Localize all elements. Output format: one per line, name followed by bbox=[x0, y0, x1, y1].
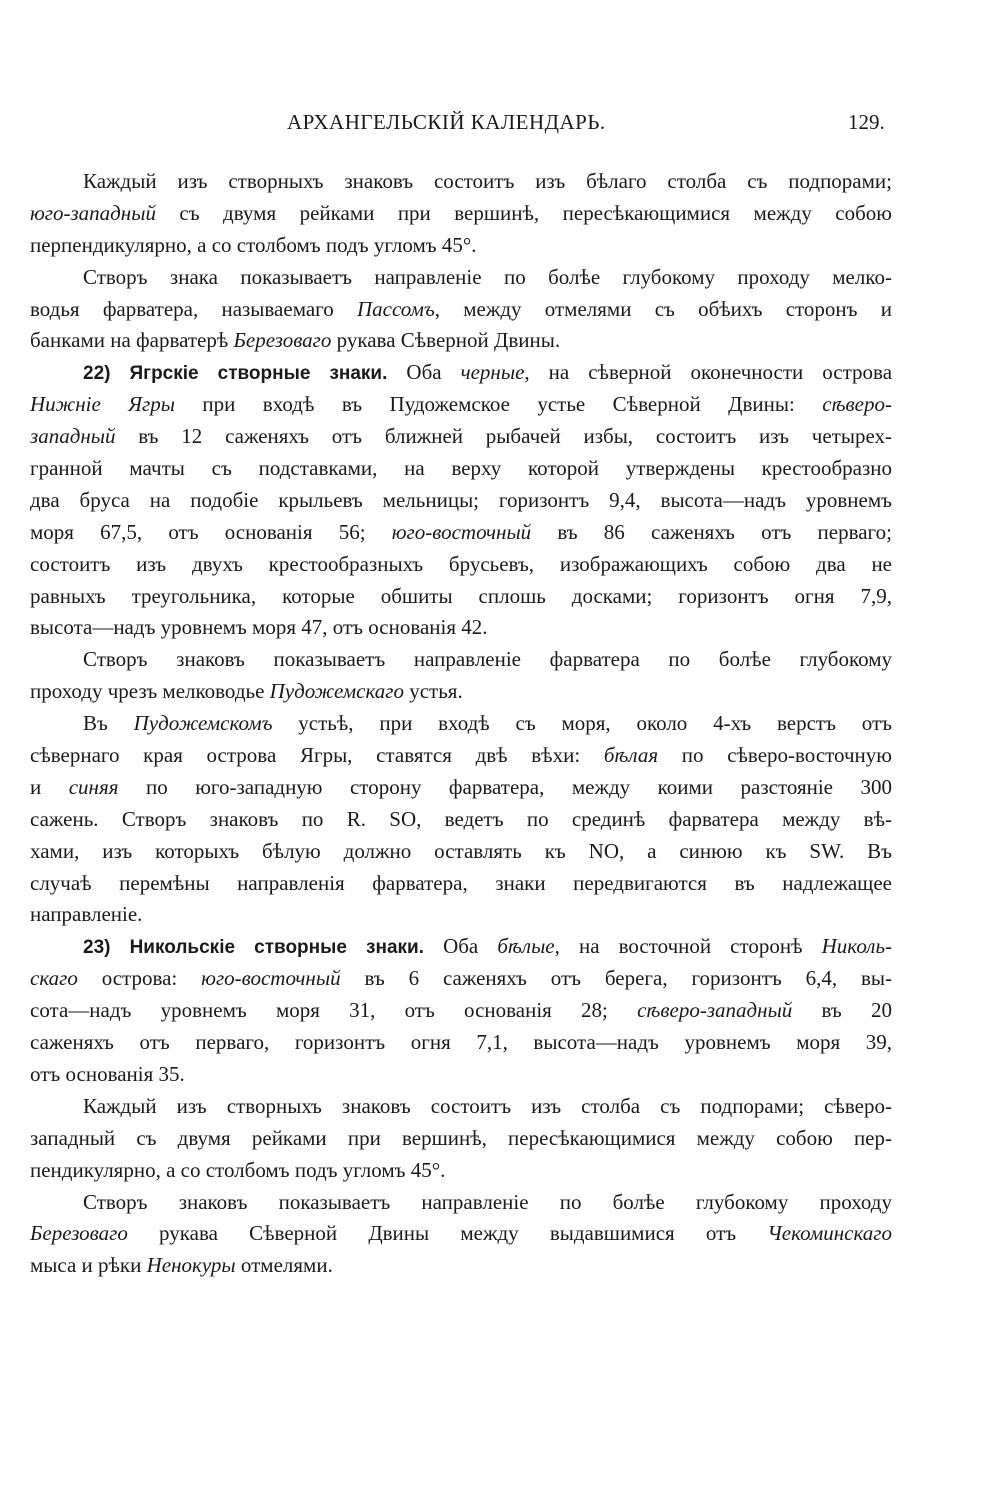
text-line bbox=[30, 517, 892, 549]
text-line bbox=[30, 262, 892, 294]
text-run: устьѣ, при входѣ съ моря, около 4-хъ верстъ отъ bbox=[272, 711, 892, 736]
page-header bbox=[0, 110, 1000, 140]
italic-term: юго-западный bbox=[30, 200, 156, 225]
text-run: высота—надъ уровнемъ моря 47, отъ основанія 42. bbox=[30, 615, 488, 640]
text-run: по юго-западную сторону фарватера, между коими разстояніе 300 bbox=[118, 774, 892, 799]
text-line bbox=[30, 485, 892, 517]
text-line bbox=[30, 230, 892, 262]
text-line bbox=[30, 868, 892, 900]
text-run: , между отмелями съ обѣихъ сторонъ и bbox=[434, 296, 892, 321]
text-run: сажень. Створъ знаковъ по R. SO, ведетъ по срединѣ фарватера между вѣ- bbox=[30, 806, 892, 831]
italic-term: Пудожемскомъ bbox=[133, 711, 273, 736]
text-line bbox=[30, 804, 892, 836]
page-number: 129. bbox=[848, 110, 885, 134]
text-line bbox=[30, 963, 892, 995]
text-run: рукава Сѣверной Двины. bbox=[331, 328, 561, 353]
text-line bbox=[30, 772, 892, 804]
text-run: въ 20 bbox=[792, 998, 892, 1023]
text-run: Створъ знаковъ показываетъ направленіе фарватера по болѣе глубокому bbox=[83, 647, 892, 672]
italic-term: Ненокуры bbox=[146, 1253, 236, 1278]
text-line bbox=[30, 644, 892, 676]
text-line bbox=[30, 421, 892, 453]
text-run: проходу чрезъ мелководье bbox=[30, 679, 270, 704]
italic-term: сѣверо- bbox=[822, 392, 892, 417]
text-run: перпендикулярно, а со столбомъ подъ угломъ 45°. bbox=[30, 232, 477, 257]
text-run: водья фарватера, называемаго bbox=[30, 296, 357, 321]
italic-term: бѣлая bbox=[603, 743, 659, 768]
italic-term: западный bbox=[30, 424, 116, 449]
text-run: Створъ знаковъ показываетъ направленіе по болѣе глубокому проходу bbox=[83, 1189, 892, 1214]
paragraph bbox=[30, 708, 892, 931]
text-run: направленіе. bbox=[30, 902, 143, 927]
text-run: мыса и рѣки bbox=[30, 1253, 147, 1278]
italic-term: юго-восточный bbox=[391, 519, 532, 544]
text-run: въ 6 саженяхъ отъ берега, горизонтъ 6,4, вы- bbox=[340, 966, 892, 991]
section-heading: 22) Ягрскіе створные знаки. bbox=[83, 363, 388, 385]
text-run: острова: bbox=[77, 966, 202, 991]
italic-term: сѣверо-западный bbox=[637, 998, 793, 1023]
text-line bbox=[30, 389, 892, 421]
text-run: банками на фарватерѣ bbox=[30, 328, 234, 353]
italic-term: черные bbox=[460, 360, 525, 385]
text-run: состоитъ изъ двухъ крестообразныхъ брусьевъ, изображающихъ собою два не bbox=[30, 551, 892, 576]
text-run: по сѣверо-восточную bbox=[658, 743, 892, 768]
text-run: Оба bbox=[424, 934, 498, 959]
text-run: въ 12 саженяхъ отъ ближней рыбачей избы, состоитъ изъ четырех- bbox=[115, 424, 892, 449]
text-run: хами, изъ которыхъ бѣлую должно оставлять къ NO, а синюю къ SW. Въ bbox=[30, 838, 892, 863]
text-run: сѣвернаго края острова Ягры, ставятся двѣ вѣхи: bbox=[30, 743, 604, 768]
text-run: Въ bbox=[83, 711, 134, 736]
text-run: равныхъ треугольника, которые обшиты сплошь досками; горизонтъ огня 7,9, bbox=[30, 583, 892, 608]
italic-term: Пудожемскаго bbox=[269, 679, 404, 704]
text-run: и bbox=[30, 774, 69, 799]
text-run: въ 86 саженяхъ отъ перваго; bbox=[531, 519, 892, 544]
paragraph bbox=[30, 644, 892, 708]
text-run: , на восточной сторонѣ bbox=[554, 934, 822, 959]
italic-term: скаго bbox=[30, 966, 78, 991]
italic-term: юго-восточный bbox=[201, 966, 341, 991]
text-run: гранной мачты съ подставками, на верху которой утверждены крестообразно bbox=[30, 456, 892, 481]
text-line bbox=[30, 1123, 892, 1155]
text-line bbox=[30, 899, 892, 931]
italic-term: Чекоминскаго bbox=[767, 1221, 892, 1246]
text-line bbox=[30, 294, 892, 326]
italic-term: синяя bbox=[68, 774, 119, 799]
italic-term: Березоваго bbox=[30, 1221, 128, 1246]
running-title: АРХАНГЕЛЬСКІЙ КАЛЕНДАРЬ. bbox=[287, 110, 606, 134]
text-line bbox=[30, 931, 892, 963]
text-line bbox=[30, 1027, 892, 1059]
text-line bbox=[30, 198, 892, 230]
text-run: Каждый изъ створныхъ знаковъ состоитъ изъ столба съ подпорами; сѣверо- bbox=[83, 1093, 892, 1118]
text-line bbox=[30, 612, 892, 644]
text-line bbox=[30, 1187, 892, 1219]
text-run: случаѣ перемѣны направленія фарватера, знаки передвигаются въ надлежащее bbox=[30, 870, 892, 895]
text-run: Створъ знака показываетъ направленіе по болѣе глубокому проходу мелко- bbox=[83, 264, 892, 289]
text-run: при входѣ въ Пудожемское устье Сѣверной Двины: bbox=[174, 392, 823, 417]
text-line bbox=[30, 1155, 892, 1187]
text-run: отъ основанія 35. bbox=[30, 1061, 185, 1086]
text-run: отмелями. bbox=[235, 1253, 333, 1278]
text-line bbox=[30, 325, 892, 357]
italic-term: Нижніе Ягры bbox=[30, 392, 175, 417]
text-run: съ двумя рейками при вершинѣ, пересѣкающимися между собою bbox=[155, 200, 892, 225]
text-line bbox=[30, 836, 892, 868]
text-run: Каждый изъ створныхъ знаковъ состоитъ изъ бѣлаго столба съ подпорами; bbox=[83, 169, 892, 193]
text-line bbox=[30, 1059, 892, 1091]
section-heading: 23) Никольскіе створные знаки. bbox=[83, 937, 424, 959]
text-run: моря 67,5, отъ основанія 56; bbox=[30, 519, 392, 544]
text-line bbox=[30, 453, 892, 485]
paragraph bbox=[30, 357, 892, 644]
text-run: сота—надъ уровнемъ моря 31, отъ основанія 28; bbox=[30, 998, 638, 1023]
text-run: два бруса на подобіе крыльевъ мельницы; горизонтъ 9,4, высота—надъ уровнемъ bbox=[30, 487, 892, 512]
text-run: западный съ двумя рейками при вершинѣ, пересѣкающимися между собою пер- bbox=[30, 1125, 892, 1150]
italic-term: Николь- bbox=[821, 934, 893, 959]
paragraph bbox=[30, 166, 892, 262]
text-run: устья. bbox=[403, 679, 463, 704]
text-line bbox=[30, 581, 892, 613]
text-line bbox=[30, 166, 892, 198]
text-line bbox=[30, 1250, 892, 1282]
text-line bbox=[30, 1091, 892, 1123]
text-line bbox=[30, 995, 892, 1027]
text-run: саженяхъ отъ перваго, горизонтъ огня 7,1, высота—надъ уровнемъ моря 39, bbox=[30, 1030, 892, 1055]
italic-term: Пассомъ bbox=[356, 296, 435, 321]
paragraph bbox=[30, 931, 892, 1090]
text-run: рукава Сѣверной Двины между выдавшимися отъ bbox=[127, 1221, 768, 1246]
paragraph bbox=[30, 1187, 892, 1283]
page-body bbox=[30, 166, 892, 1282]
text-line bbox=[30, 1218, 892, 1250]
text-line bbox=[30, 357, 892, 389]
paragraph bbox=[30, 1091, 892, 1187]
text-line bbox=[30, 676, 892, 708]
italic-term: Березоваго bbox=[233, 328, 332, 353]
text-line bbox=[30, 740, 892, 772]
paragraph bbox=[30, 262, 892, 358]
text-run: Оба bbox=[387, 360, 461, 385]
text-run: пендикулярно, а со столбомъ подъ угломъ 45°. bbox=[30, 1157, 446, 1182]
text-line bbox=[30, 708, 892, 740]
text-line bbox=[30, 549, 892, 581]
text-run: , на сѣверной оконечности острова bbox=[524, 360, 893, 385]
italic-term: бѣлые bbox=[497, 934, 555, 959]
